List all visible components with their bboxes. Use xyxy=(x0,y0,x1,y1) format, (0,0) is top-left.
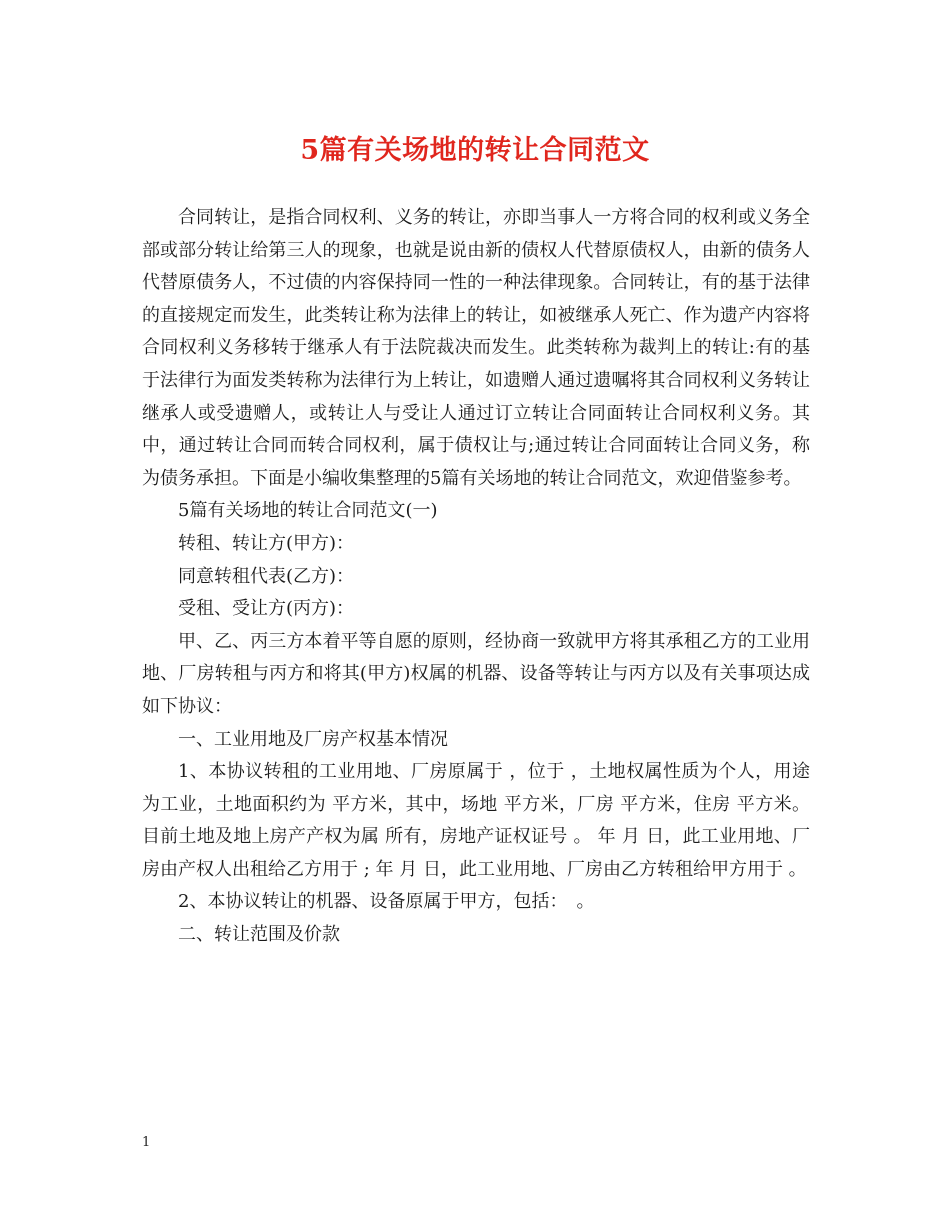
document-title: 5篇有关场地的转让合同范文 xyxy=(300,135,650,166)
paragraph-agreement: 甲、乙、丙三方本着平等自愿的原则，经协商一致就甲方将其承租乙方的工业用地、厂房转租与丙方和将其(甲方)权属的机器、设备等转让与丙方以及有关事项达成如下协议： xyxy=(142,630,810,717)
paragraph-clause-1-1: 1、本协议转租的工业用地、厂房原属于 ，位于 ，土地权属性质为个人，用途为工业，土地面积约为 平方米，其中，场地 平方米，厂房 平方米，住房 平方米。目前土地及地上房产产权为属 所有，房地产证权证号 。 年 月 日，此工业用地、厂房由产权人出租给乙方用于 ; 年 月 日，此工业用地、厂房由乙方转租给甲方用于 。 xyxy=(142,761,810,880)
paragraph-clause-1-heading: 一、工业用地及厂房产权基本情况 xyxy=(178,728,448,750)
paragraph-party-c: 受租、受让方(丙方)： xyxy=(178,598,355,620)
paragraph-party-a: 转租、转让方(甲方)： xyxy=(178,532,355,554)
paragraph-clause-1-2: 2、本协议转让的机器、设备原属于甲方，包括： 。 xyxy=(178,891,595,913)
paragraph-intro: 合同转让，是指合同权利、义务的转让，亦即当事人一方将合同的权利或义务全部或部分转让给第三人的现象，也就是说由新的债权人代替原债权人，由新的债务人代替原债务人，不过债的内容保持同一性的一种法律现象。合同转让，有的基于法律的直接规定而发生，此类转让称为法律上的转让，如被继承人死亡、作为遗产内容将合同权利义务移转于继承人有于法院裁决而发生。此类转称为裁判上的转让:有的基于法律行为面发类转称为法律行为上转让，如遗赠人通过遗嘱将其合同权利义务转让继承人或受遗赠人，或转让人与受让人通过订立转让合同面转让合同权利义务。其中，通过转让合同而转合同权利，属于债权让与;通过转让合同面转让合同义务，称为债务承担。下面是小编收集整理的5篇有关场地的转让合同范文，欢迎借鉴参考。 xyxy=(142,207,810,489)
paragraph-clause-2-heading: 二、转让范围及价款 xyxy=(178,924,340,946)
paragraph-section-heading: 5篇有关场地的转让合同范文(一) xyxy=(178,500,438,522)
paragraph-party-b: 同意转租代表(乙方)： xyxy=(178,565,355,587)
document-body xyxy=(142,202,810,952)
page-number: 1 xyxy=(142,1135,151,1150)
